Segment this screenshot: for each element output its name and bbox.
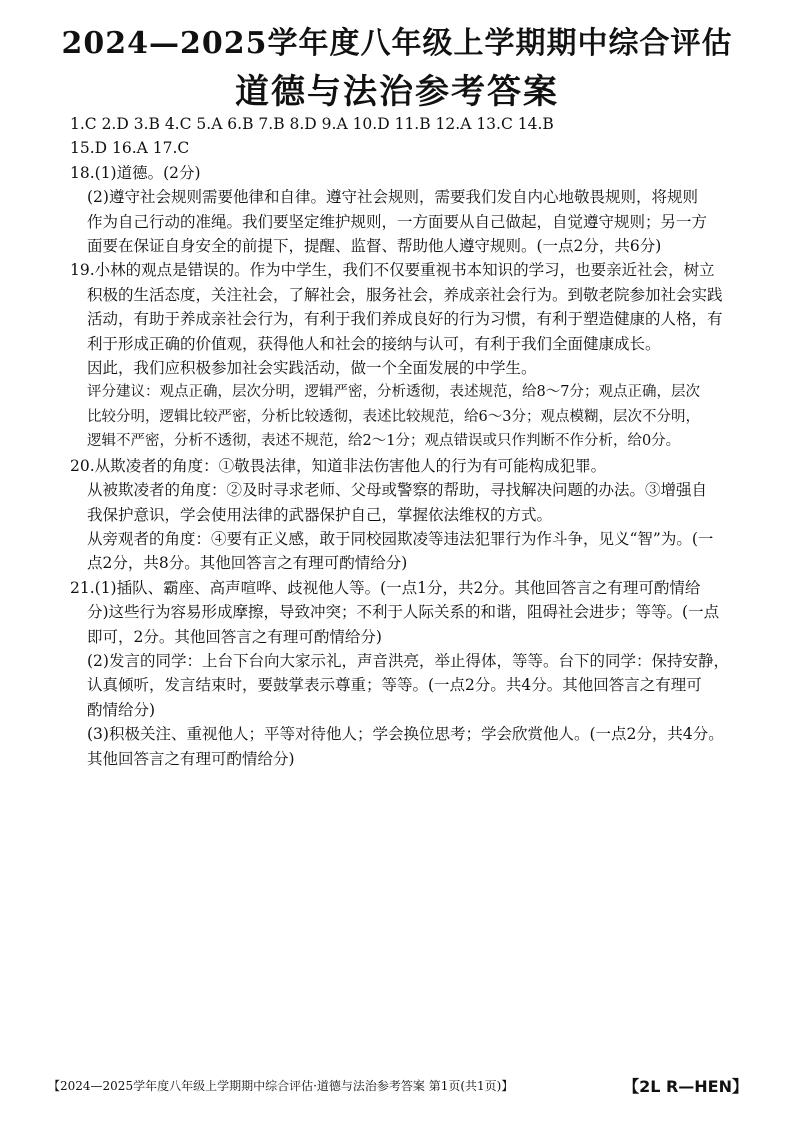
text-line: 即可，2分。其他回答言之有理可酌情给分) [87, 627, 382, 646]
document-subtitle: 道德与法治参考答案 [235, 72, 559, 112]
text-line: (2)遵守社会规则需要他律和自律。遵守社会规则，需要我们发自内心地敬畏规则，将规则 [87, 188, 698, 207]
text-line: 积极的生活态度，关注社会，了解社会，服务社会，养成亲社会行为。到敬老院参加社会实践 [87, 285, 723, 304]
text-line: 15.D 16.A 17.C [70, 139, 190, 158]
document-title: 2024—2025学年度八年级上学期期中综合评估 [61, 26, 733, 61]
text-line: (3)积极关注、重视他人；平等对待他人；学会换位思考；学会欣赏他人。(一点2分，共4分。 [87, 725, 724, 744]
text-line: 我保护意识，学会使用法律的武器保护自己，掌握依法维权的方式。 [87, 505, 553, 524]
text-line: 因此，我们应积极参加社会实践活动，做一个全面发展的中学生。 [87, 359, 537, 378]
text-line: 比较分明，逻辑比较严密，分析比较透彻，表述比较规范，给6～3分；观点模糊，层次不分明， [87, 408, 700, 425]
text-line: 作为自己行动的准绳。我们要坚定维护规则，一方面要从自己做起，自觉遵守规则；另一方 [87, 212, 708, 231]
text-line: 20.从欺凌者的角度：①敬畏法律，知道非法伤害他人的行为有可能构成犯罪。 [70, 456, 607, 475]
text-line: 18.(1)道德。(2分) [70, 163, 201, 182]
footer-info: 【2024—2025学年度八年级上学期期中综合评估·道德与法治参考答案 第1页(共1页)】 [48, 1079, 514, 1093]
text-line: 认真倾听，发言结束时，要鼓掌表示尊重；等等。(一点2分。共4分。其他回答言之有理可 [87, 676, 702, 695]
text-line: 利于形成正确的价值观，获得他人和社会的接纳与认可，有利于我们全面健康成长。 [87, 334, 661, 353]
answer-content [70, 112, 730, 771]
text-line: 其他回答言之有理可酌情给分) [87, 749, 295, 768]
text-line: 逻辑不严密，分析不透彻，表述不规范，给2～1分；观点错误或只作判断不作分析，给0分。 [87, 433, 681, 450]
text-line: (2)发言的同学：上台下台向大家示礼，声音洪亮，举止得体，等等。台下的同学：保持安静， [87, 651, 729, 670]
page-footer [48, 1074, 748, 1097]
text-line: 从旁观者的角度：④要有正义感，敢于同校园欺凌等违法犯罪行为作斗争，见义“智”为。(一 [87, 529, 714, 548]
text-line: 分)这些行为容易形成摩擦，导致冲突；不利于人际关系的和谐，阻碍社会进步；等等。(一点 [87, 603, 720, 622]
text-line: 1.C 2.D 3.B 4.C 5.A 6.B 7.B 8.D 9.A 10.D 11.B 12.A 13.C 14.B [70, 115, 554, 133]
text-line: 点2分，共8分。其他回答言之有理可酌情给分) [87, 554, 408, 573]
text-line: 评分建议：观点正确，层次分明，逻辑严密，分析透彻，表述规范，给8～7分；观点正确，层次 [87, 384, 700, 401]
text-line: 面要在保证自身安全的前提下，提醒、监督、帮助他人遵守规则。(一点2分，共6分) [87, 237, 662, 256]
text-line: 活动，有助于养成亲社会行为，有利于我们养成良好的行为习惯，有利于塑造健康的人格，有 [87, 310, 723, 329]
footer-code: 【2L R—HEN】 [623, 1077, 748, 1096]
text-line: 从被欺凌者的角度：②及时寻求老师、父母或警察的帮助，寻找解决问题的办法。③增强自 [87, 481, 708, 500]
text-line: 21.(1)插队、霸座、高声喧哗、歧视他人等。(一点1分，共2分。其他回答言之有理可酌情给 [70, 578, 701, 597]
text-line: 酌情给分) [87, 700, 156, 719]
text-line: 19.小林的观点是错误的。作为中学生，我们不仅要重视书本知识的学习，也要亲近社会，树立 [70, 261, 715, 280]
